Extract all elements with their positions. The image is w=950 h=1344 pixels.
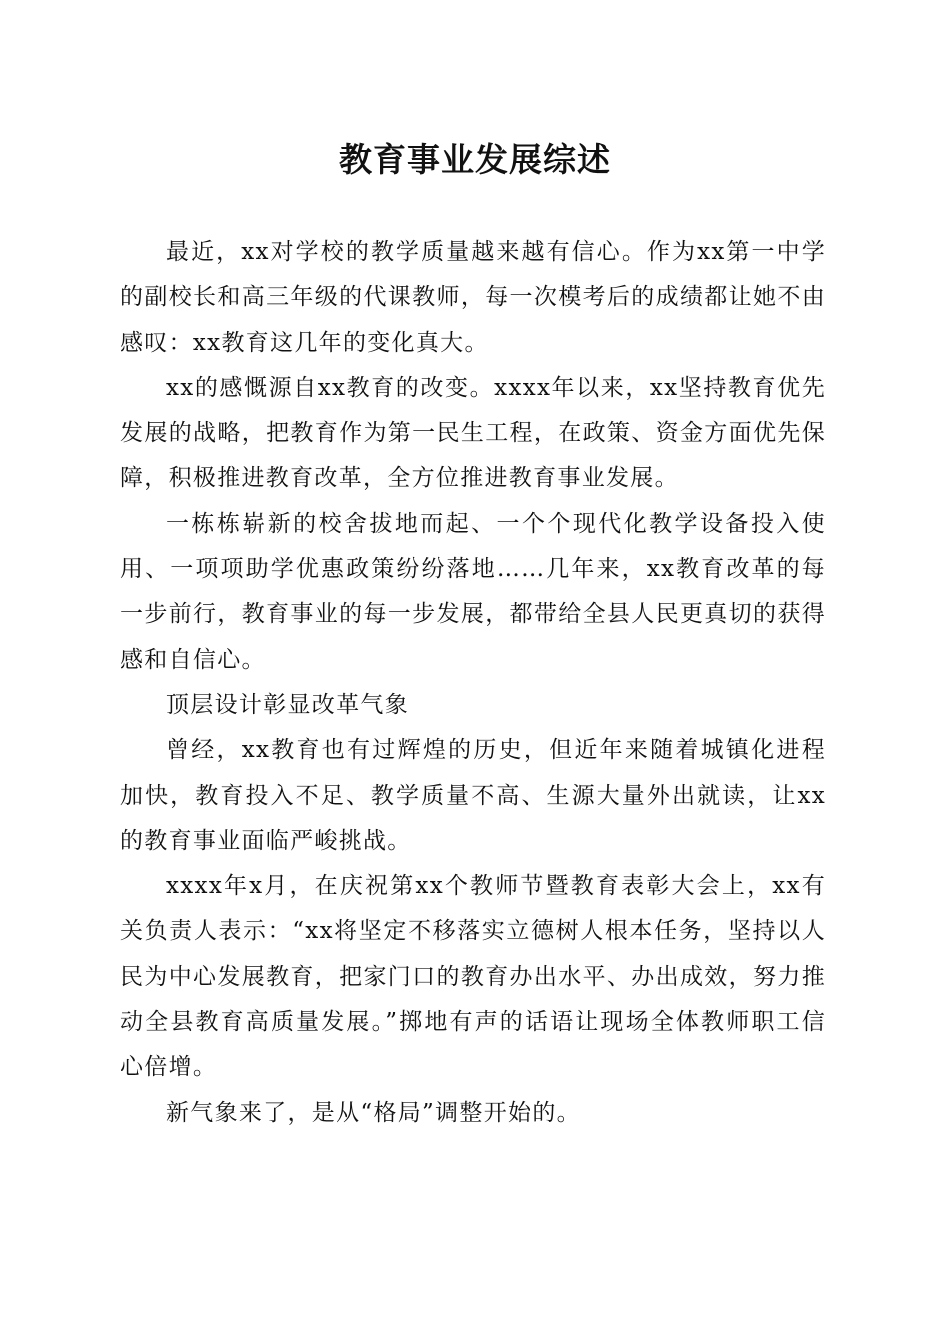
paragraph-1: 最近，xx对学校的教学质量越来越有信心。作为xx第一中学的副校长和高三年级的代课教师，每一次模考后的成绩都让她不由感叹：xx教育这几年的变化真大。 [120, 239, 826, 356]
paragraph-3: 一栋栋崭新的校舍拔地而起、一个个现代化教学设备投入使用、一项项助学优惠政策纷纷落地……几年来，xx教育改革的每一步前行，教育事业的每一步发展，都带给全县人民更真切的获得感和自信心。 [120, 510, 826, 673]
document-body [120, 230, 826, 1136]
paragraph-6: 新气象来了，是从“格局”调整开始的。 [166, 1099, 581, 1126]
document-title: 教育事业发展综述 [339, 140, 611, 179]
paragraph-2: xx的感慨源自xx教育的改变。xxxx年以来，xx坚持教育优先发展的战略，把教育作为第一民生工程，在政策、资金方面优先保障，积极推进教育改革，全方位推进教育事业发展。 [120, 374, 826, 492]
paragraph-5: xxxx年x月，在庆祝第xx个教师节暨教育表彰大会上，xx有关负责人表示：“xx将坚定不移落实立德树人根本任务，坚持以人民为中心发展教育，把家门口的教育办出水平、办出成效，努力推动全县教育高质量发展。”掷地有声的话语让现场全体教师职工信心倍增。 [120, 873, 826, 1081]
paragraph-4: 曾经，xx教育也有过辉煌的历史，但近年来随着城镇化进程加快，教育投入不足、教学质量不高、生源大量外出就读，让xx的教育事业面临严峻挑战。 [120, 737, 826, 854]
section-heading: 顶层设计彰显改革气象 [166, 691, 409, 718]
